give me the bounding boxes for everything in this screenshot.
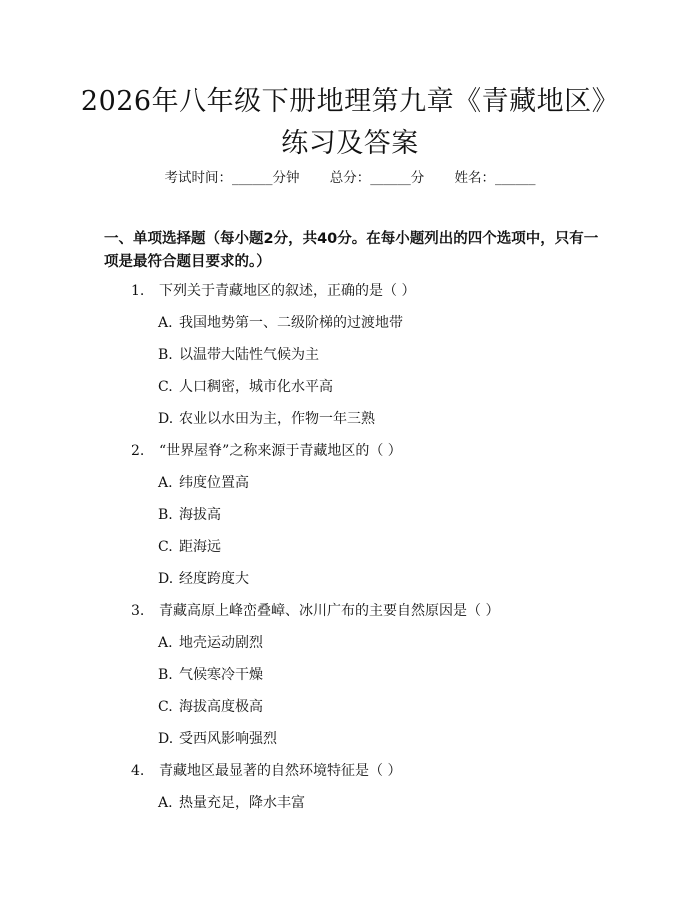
option-text: 我国地势第一、二级阶梯的过渡地带 — [179, 315, 403, 331]
option-text: 海拔高 — [179, 507, 221, 523]
page-subtitle: 练习及答案 — [281, 128, 419, 159]
question-3 — [131, 601, 591, 621]
option-letter: B. — [158, 667, 173, 683]
question-2-option-b — [158, 505, 578, 525]
question-2-option-d — [158, 569, 578, 589]
option-letter: C. — [158, 539, 173, 555]
option-text: 热量充足，降水丰富 — [179, 795, 305, 811]
option-letter: C. — [158, 379, 173, 395]
option-letter: D. — [158, 411, 174, 427]
exam-time-field: 考试时间：______分钟 — [164, 170, 300, 186]
question-number: 2. — [131, 443, 145, 459]
option-letter: A. — [158, 635, 173, 651]
question-1-option-c — [158, 377, 578, 397]
question-1 — [131, 281, 591, 301]
option-letter: D. — [158, 731, 174, 747]
option-text: 距海远 — [179, 539, 221, 555]
total-score-field: 总分：______分 — [329, 170, 425, 186]
question-number: 1. — [131, 283, 145, 299]
question-3-option-b — [158, 665, 578, 685]
option-text: 纬度位置高 — [179, 475, 249, 491]
option-text: 受西风影响强烈 — [179, 731, 277, 747]
question-3-option-a — [158, 633, 578, 653]
question-3-option-d — [158, 729, 578, 749]
question-1-option-a — [158, 313, 578, 333]
option-text: 海拔高度极高 — [179, 699, 263, 715]
question-text: 青藏高原上峰峦叠嶂、冰川广布的主要自然原因是（ ） — [159, 603, 500, 619]
option-text: 气候寒冷干燥 — [179, 667, 263, 683]
question-4 — [131, 761, 591, 781]
question-2-option-a — [158, 473, 578, 493]
question-1-option-b — [158, 345, 578, 365]
question-text: 下列关于青藏地区的叙述，正确的是（ ） — [159, 283, 416, 299]
option-text: 人口稠密，城市化水平高 — [179, 379, 333, 395]
exam-info-line — [0, 168, 700, 188]
question-3-option-c — [158, 697, 578, 717]
question-text: “世界屋脊”之称来源于青藏地区的（ ） — [159, 443, 402, 459]
option-text: 经度跨度大 — [179, 571, 249, 587]
question-number: 3. — [131, 603, 145, 619]
question-number: 4. — [131, 763, 145, 779]
option-text: 地壳运动剧烈 — [179, 635, 263, 651]
option-letter: C. — [158, 699, 173, 715]
question-2 — [131, 441, 591, 461]
option-text: 以温带大陆性气候为主 — [179, 347, 319, 363]
option-letter: D. — [158, 571, 174, 587]
question-4-option-a — [158, 793, 578, 813]
option-letter: A. — [158, 795, 173, 811]
option-letter: B. — [158, 507, 173, 523]
question-text: 青藏地区最显著的自然环境特征是（ ） — [159, 763, 402, 779]
option-letter: B. — [158, 347, 173, 363]
page-title: 2026年八年级下册地理第九章《青藏地区》 — [80, 86, 620, 117]
option-text: 农业以水田为主，作物一年三熟 — [179, 411, 375, 427]
option-letter: A. — [158, 475, 173, 491]
question-2-option-c — [158, 537, 578, 557]
question-1-option-d — [158, 409, 578, 429]
section-heading: 一、单项选择题（每小题2分，共40分。在每小题列出的四个选项中，只有一项是最符合题目要求的。） — [104, 231, 599, 270]
option-letter: A. — [158, 315, 173, 331]
student-name-field: 姓名：______ — [454, 170, 536, 186]
